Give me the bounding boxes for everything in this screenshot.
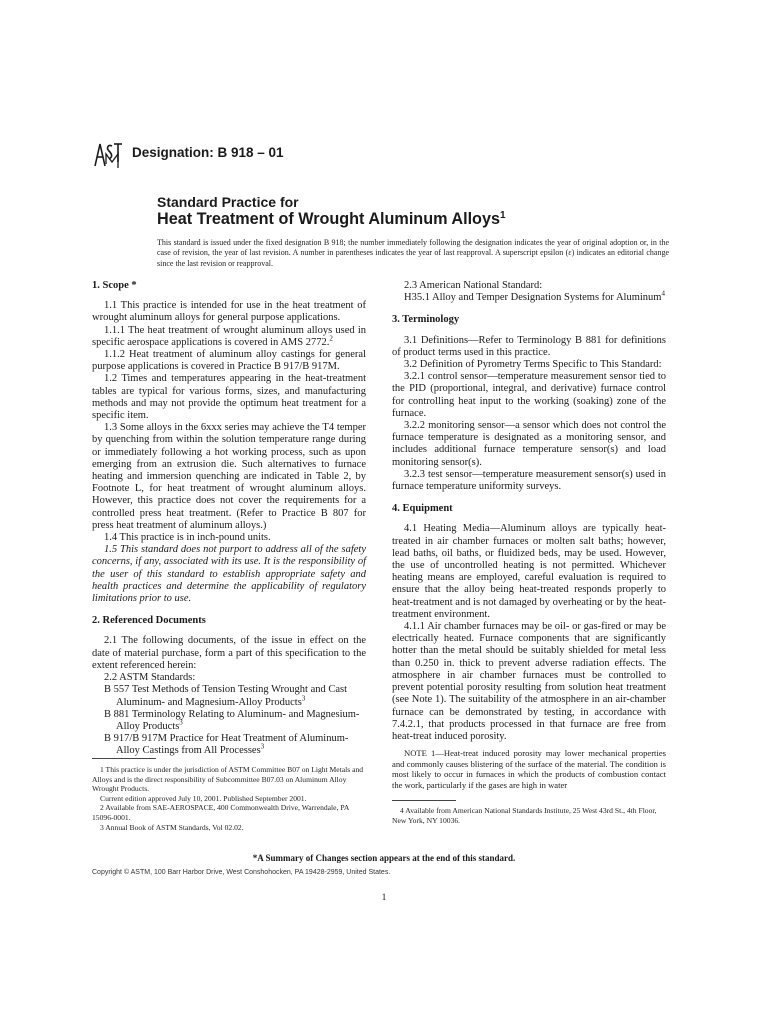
section-2-2: 2.2 ASTM Standards: xyxy=(104,672,196,684)
ref-b557: B 557 Test Methods of Tension Testing Wrought and Cast Aluminum- and Magnesium-Alloy Products$^3$ xyxy=(104,684,348,708)
footnote-3: 3 Annual Book of ASTM Standards, Vol 02.02. xyxy=(100,822,244,832)
right-column xyxy=(392,280,666,790)
ref-h35: H35.1 Alloy and Temper Designation Systems for Aluminum$^4$ xyxy=(404,289,665,304)
title-line-1: Standard Practice for xyxy=(157,194,299,210)
section-4-1: 4.1 Heating Media—Aluminum alloys are typically heat-treated in air chamber furnaces or molten salt baths; however, lead baths, oil baths, or fluidized beds, may be used. However, the use of uncontrolled heating is not permitted. Whichever heating means are employed, careful evaluation is required to ensure that the alloy being heat-treated responds properly to heat-treatment and is not damaged by overheating or by the heat-treatment environment. xyxy=(392,523,666,620)
ref-b881: B 881 Terminology Relating to Aluminum- and Magnesium-Alloy Products$^3$ xyxy=(104,708,360,732)
section-1-5: 1.5 This standard does not purport to address all of the safety concerns, if any, associated with its use. It is the responsibility of the user of this standard to establish appropriate safety and health practices and determine the applicability of regulatory limitations prior to use. xyxy=(92,544,366,605)
issuance-notice: This standard is issued under the fixed designation B 918; the number immediately following the designation indicates the year of original adoption or, in the case of revision, the year of last revision. A number in parentheses indicates the year of last reapproval. A superscript epsilon (ε) indicates an editorial change since the last revision or reapproval. xyxy=(157,238,669,268)
scope-heading: 1. Scope * xyxy=(92,280,137,291)
designation: Designation: B 918 – 01 xyxy=(132,145,284,160)
section-4-1-1: 4.1.1 Air chamber furnaces may be oil- or gas-fired or may be electrically heated. Furnace components that are significantly hotter than the metal should be suitably shielded for metal less than 0.250 in. thick to prevent adverse radiation effects. The atmosphere in air chamber furnaces must be controlled to prevent potential porosity resulting from solution heat treatment (see Note 1). The suitability of the atmosphere in an air-chamber furnace can be demonstrated by testing, in accordance with 7.4.2.1, that products processed in that furnace are free from heat-treat induced porosity. xyxy=(392,621,666,742)
footnotes-left xyxy=(92,758,366,832)
section-1-2: 1.2 Times and temperatures appearing in the heat-treatment tables are typical for various forms, sizes, and manufacturing methods and may not provide the optimum heat treatment for a specific item. xyxy=(92,373,366,422)
title-line-2: Heat Treatment of Wrought Aluminum Alloys$^1$ xyxy=(157,210,506,228)
section-1-4: 1.4 This practice is in inch-pound units. xyxy=(104,532,271,544)
section-3-2-2: 3.2.2 monitoring sensor—a sensor which does not control the furnace temperature is designated as a monitoring sensor, and includes additional furnace temperature sensor(s) and load monitoring sensor(s). xyxy=(392,420,666,468)
note-1: NOTE 1—Heat-treat induced porosity may lower mechanical properties and commonly causes blistering of the surface of the material. The condition is most likely to occur in furnaces in which the products of combustion contact the work, particularly if the gases are high in water xyxy=(392,748,666,790)
document-title xyxy=(157,194,506,229)
summary-of-changes-note: *A Summary of Changes section appears at the end of this standard. xyxy=(252,853,516,863)
ref-b917: B 917/B 917M Practice for Heat Treatment of Aluminum-Alloy Castings from All Processes$^3$ xyxy=(104,733,349,757)
section-1-3: 1.3 Some alloys in the 6xxx series may achieve the T4 temper by quenching from within the solution temperature range during or immediately following a hot working process, such as upon emerging from an extrusion die. Such alternatives to furnace heating and immersion quenching are indicated in Table 2, by Footnote L, for heat treatment of wrought aluminum alloys. However, this practice does not cover the requirements for a controlled press heat treatment. (Refer to Practice B 807 for press heat treatment of aluminum alloys.) xyxy=(92,422,366,531)
section-1-1-1: 1.1.1 The heat treatment of wrought aluminum alloys used in specific aerospace applications is covered in AMS 2772.$^2$ xyxy=(92,324,366,348)
referenced-documents-heading: 2. Referenced Documents xyxy=(92,615,206,627)
left-column xyxy=(92,280,366,758)
section-3-2-1: 3.2.1 control sensor—temperature measurement sensor tied to the PID (proportional, integral, and derivative) furnace control for controlling heat input to the working (soaking) zone of the furnace. xyxy=(392,371,666,419)
terminology-heading: 3. Terminology xyxy=(392,314,460,326)
footnotes-right xyxy=(392,800,668,825)
footnote-4: 4 Available from American National Standards Institute, 25 West 43rd St., 4th Floor, New York, NY 10036. xyxy=(392,806,657,825)
footnote-1: 1 This practice is under the jurisdiction of ASTM Committee B07 on Light Metals and Alloys and is the direct responsibility of Subcommittee B07.03 on Aluminum Alloy Wrought Products. xyxy=(92,765,364,794)
footnote-1-edition: Current edition approved July 10, 2001. Published September 2001. xyxy=(100,793,307,803)
section-2-3: 2.3 American National Standard: xyxy=(404,280,543,291)
copyright-line: Copyright © ASTM, 100 Barr Harbor Drive, West Conshohocken, PA 19428-2959, United States. xyxy=(92,869,391,876)
footnote-2: 2 Available from SAE-AEROSPACE, 400 Commonwealth Drive, Warrendale, PA 15096-0001. xyxy=(92,803,349,822)
section-3-1: 3.1 Definitions—Refer to Terminology B 881 for definitions of product terms used in this practice. xyxy=(392,334,666,358)
equipment-heading: 4. Equipment xyxy=(392,503,453,515)
section-3-2: 3.2 Definition of Pyrometry Terms Specific to This Standard: xyxy=(404,359,662,371)
section-1-1-2: 1.1.2 Heat treatment of aluminum alloy castings for general purpose applications is covered in Practice B 917/B 917M. xyxy=(92,349,366,373)
section-1-1: 1.1 This practice is intended for use in the heat treatment of wrought aluminum alloys for general purpose applications. xyxy=(92,300,366,324)
section-2-1: 2.1 The following documents, of the issue in effect on the date of material purchase, form a part of this specification to the extent referenced herein: xyxy=(92,635,366,671)
page-number: 1 xyxy=(381,893,387,903)
section-3-2-3: 3.2.3 test sensor—temperature measurement sensor(s) used in furnace temperature uniformity surveys. xyxy=(392,468,666,493)
astm-logo-icon xyxy=(92,140,124,170)
title-footnote-mark: 1 xyxy=(499,210,506,221)
